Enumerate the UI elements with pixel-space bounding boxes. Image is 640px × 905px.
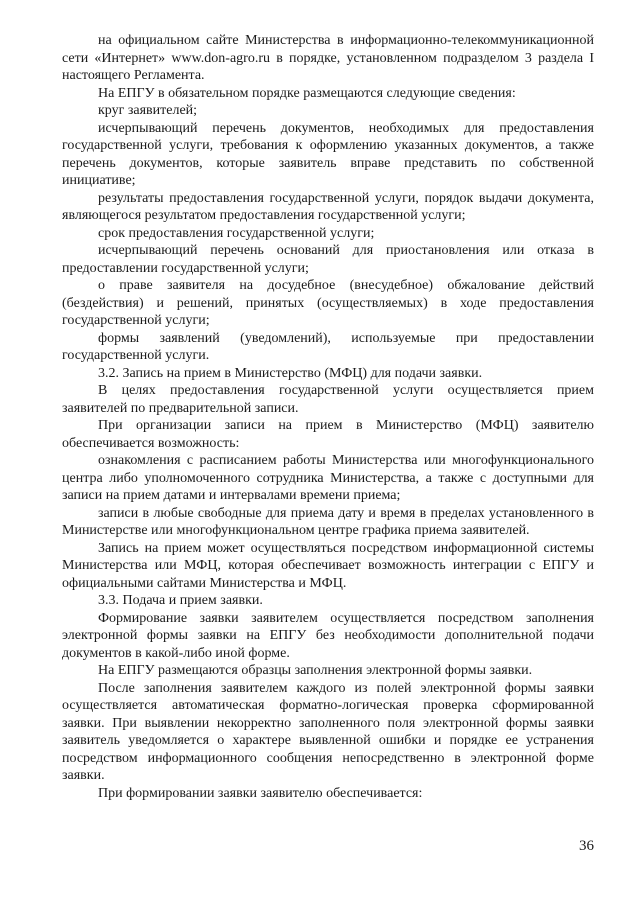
paragraph: После заполнения заявителем каждого из полей электронной формы заявки осуществляется автоматическая форматно-логическая проверка сформированной заявки. При выявлении некорректно заполненного поля электронной формы заявки заявитель уведомляется о характере выявленной ошибки и порядке ее устранения посредством информационного сообщения непосредственно в электронной форме заявки. (62, 680, 594, 783)
paragraph: исчерпывающий перечень документов, необходимых для предоставления государственной услуги, требования к оформлению указанных документов, а также перечень документов, которые заявитель вправе представить по собственной инициативе; (62, 120, 594, 188)
paragraph: Запись на прием может осуществляться посредством информационной системы Министерства или МФЦ, которая обеспечивает возможность интеграции с ЕПГУ и официальными сайтами Министерства и МФЦ. (62, 540, 594, 591)
paragraph: На ЕПГУ в обязательном порядке размещаются следующие сведения: (98, 85, 516, 101)
paragraph: При формировании заявки заявителю обеспечивается: (98, 785, 423, 801)
paragraph: на официальном сайте Министерства в информационно-телекоммуникационной сети «Интернет» www.don-agro.ru в порядке, установленном подразделом 3 раздела I настоящего Регламента. (62, 33, 594, 83)
paragraph: Формирование заявки заявителем осуществляется посредством заполнения электронной формы заявки на ЕПГУ без необходимости дополнительной подачи документов в какой-либо иной форме. (62, 610, 594, 661)
paragraph: круг заявителей; (98, 103, 198, 118)
paragraph: записи в любые свободные для приема дату и время в пределах установленного в Министерстве или многофункциональном центре графика приема заявителей. (62, 505, 594, 538)
paragraph: срок предоставления государственной услуги; (98, 225, 375, 241)
paragraph: На ЕПГУ размещаются образцы заполнения электронной формы заявки. (98, 663, 533, 678)
page-number: 36 (579, 838, 594, 854)
section-heading: 3.2. Запись на прием в Министерство (МФЦ) для подачи заявки. (98, 365, 483, 381)
section-heading: 3.3. Подача и прием заявки. (98, 593, 263, 608)
document-body (62, 32, 594, 802)
paragraph: результаты предоставления государственной услуги, порядок выдачи документа, являющегося результатом предоставления государственной услуги; (62, 190, 594, 223)
paragraph: формы заявлений (уведомлений), используемые при предоставлении государственной услуги. (62, 330, 594, 363)
paragraph: В целях предоставления государственной услуги осуществляется прием заявителей по предварительной записи. (62, 383, 594, 416)
paragraph: При организации записи на прием в Министерство (МФЦ) заявителю обеспечивается возможность: (62, 418, 594, 451)
paragraph: ознакомления с расписанием работы Министерства или многофункционального центра либо уполномоченного сотрудника Министерства, а также с доступными для записи на прием датами и интервалами времени приема; (62, 453, 594, 503)
paragraph: исчерпывающий перечень оснований для приостановления или отказа в предоставлении государственной услуги; (62, 243, 594, 276)
paragraph: о праве заявителя на досудебное (внесудебное) обжалование действий (бездействия) и решений, принятых (осуществляемых) в ходе предоставления государственной услуги; (62, 278, 594, 328)
